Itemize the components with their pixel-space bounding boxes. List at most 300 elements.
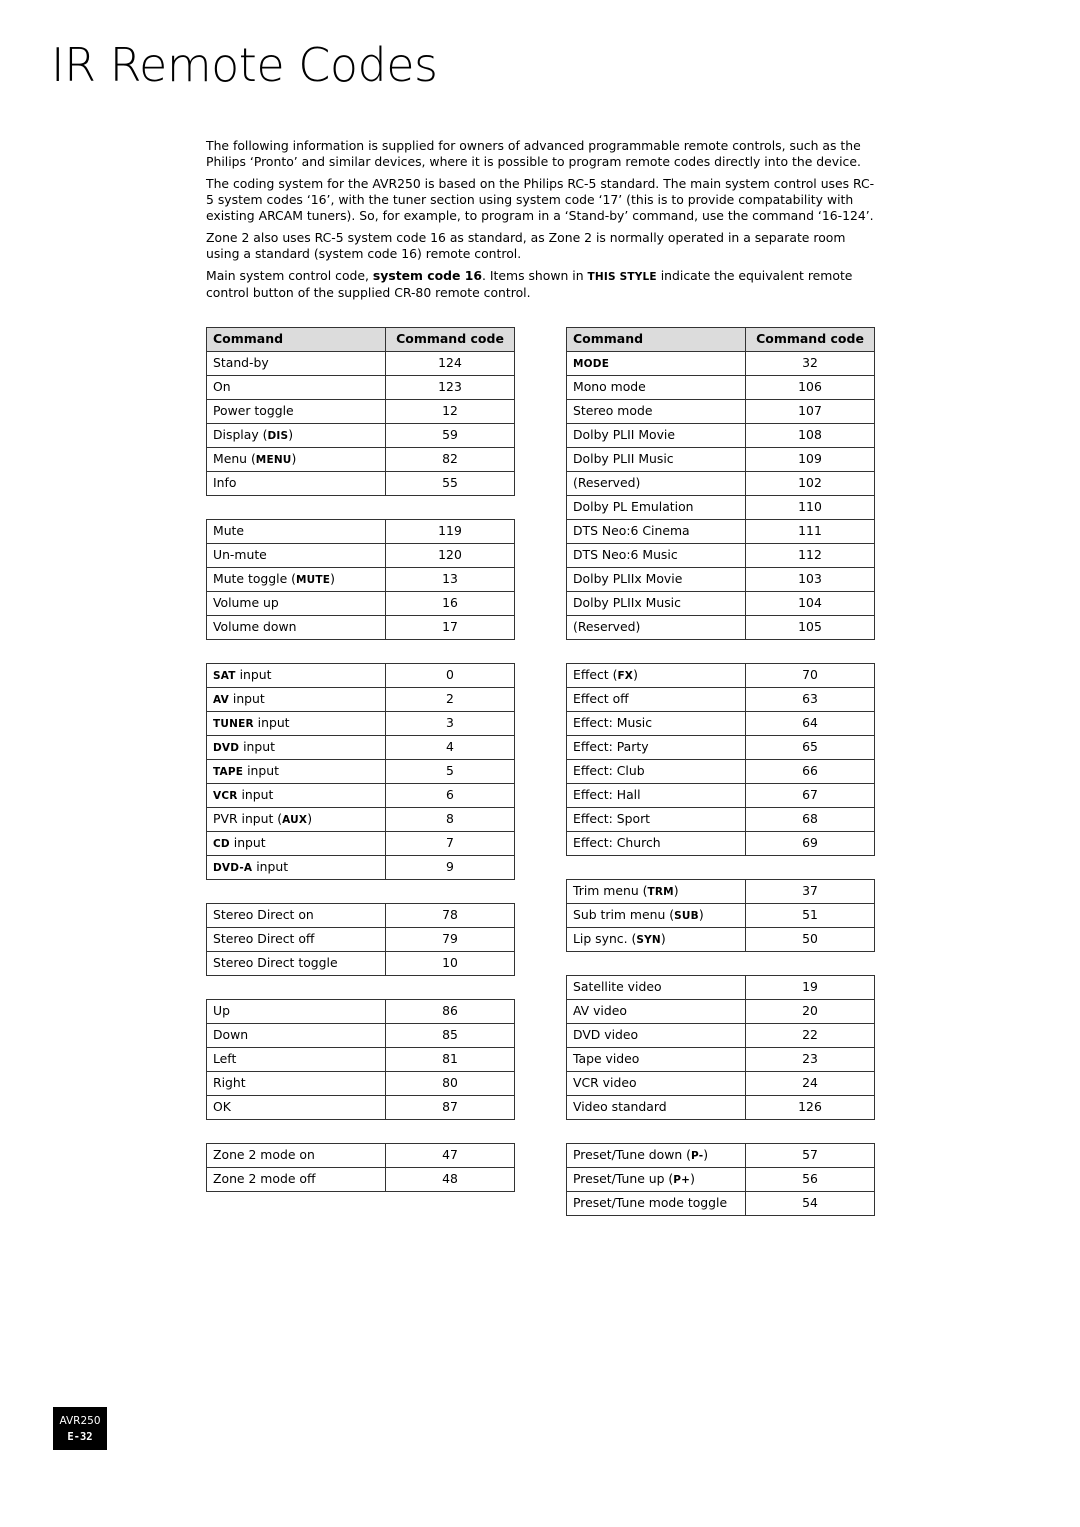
command-code-cell: 48 (386, 1168, 515, 1192)
command-cell (207, 928, 386, 952)
command-code-cell: 81 (386, 1048, 515, 1072)
model-name: AVR250 (59, 1415, 101, 1427)
command-label: Menu ( (213, 451, 256, 467)
command-code-cell: 56 (746, 1168, 875, 1192)
command-label: Preset/Tune up ( (573, 1171, 674, 1187)
intro-paragraph: The coding system for the AVR250 is based on the Philips RC-5 standard. The main system control uses RC-5 system codes ‘16’, with the tuner section using system code ‘17’ (this is to provide compatability with existing ARCAM tuners). So, for example, to program in a ‘Stand-by’ command, use the command ‘16-124’. (206, 175, 875, 224)
remote-button-key: DVD-A (213, 862, 253, 875)
remote-button-key: TUNER (213, 718, 254, 731)
table-spacer-row (567, 1120, 875, 1144)
command-cell (567, 928, 746, 952)
command-cell (207, 400, 386, 424)
command-cell (567, 1168, 746, 1192)
command-code-cell: 78 (386, 904, 515, 928)
spacer-cell (207, 496, 386, 520)
command-cell (567, 616, 746, 640)
table-row (567, 928, 875, 952)
command-label: Zone 2 mode off (213, 1171, 316, 1187)
command-cell (207, 592, 386, 616)
command-code-cell: 80 (386, 1072, 515, 1096)
command-label-suffix: ) (690, 1171, 696, 1187)
spacer-cell (386, 880, 515, 904)
command-label-suffix: input (239, 739, 275, 755)
remote-button-key: DVD (213, 742, 240, 755)
remote-button-key: SAT (213, 670, 236, 683)
command-column-header: Command (207, 328, 386, 352)
table-row (567, 544, 875, 568)
command-cell (567, 376, 746, 400)
command-code-cell: 2 (386, 688, 515, 712)
table-row (567, 568, 875, 592)
spacer-cell (746, 856, 875, 880)
command-label: Stereo Direct off (213, 931, 315, 947)
table-row (567, 832, 875, 856)
command-code-cell: 37 (746, 880, 875, 904)
intro-text (206, 138, 878, 307)
command-label: Effect off (573, 691, 629, 707)
command-cell (207, 856, 386, 880)
left-command-table (206, 327, 515, 1192)
command-code-cell: 0 (386, 664, 515, 688)
remote-button-key: MUTE (295, 574, 331, 587)
command-code-cell: 86 (386, 1000, 515, 1024)
command-cell (567, 592, 746, 616)
right-command-table (566, 327, 875, 1216)
command-label: Dolby PL Emulation (573, 499, 694, 515)
command-label: Dolby PLII Music (573, 451, 674, 467)
command-code-cell: 64 (746, 712, 875, 736)
remote-button-key: TAPE (213, 766, 244, 779)
command-cell (567, 712, 746, 736)
command-cell (567, 1192, 746, 1216)
command-cell (567, 1024, 746, 1048)
command-label: Mono mode (573, 379, 646, 395)
command-cell (567, 448, 746, 472)
command-cell (207, 352, 386, 376)
command-cell (207, 544, 386, 568)
command-label-suffix: ) (703, 1147, 709, 1163)
command-cell (207, 1000, 386, 1024)
command-code-cell: 12 (386, 400, 515, 424)
remote-button-key: TRM (647, 886, 674, 899)
command-label: AV video (573, 1003, 627, 1019)
page-title: IR Remote Codes (51, 38, 438, 92)
command-code-cell: 110 (746, 496, 875, 520)
command-label-suffix: input (252, 859, 289, 875)
table-row (567, 496, 875, 520)
command-cell (567, 544, 746, 568)
command-label: Effect ( (573, 667, 618, 683)
table-row (567, 1144, 875, 1168)
command-label-suffix: input (243, 763, 279, 779)
command-label-suffix: ) (291, 451, 297, 467)
table-row (207, 736, 515, 760)
command-cell (207, 952, 386, 976)
command-code-cell: 65 (746, 736, 875, 760)
command-label-suffix: input (228, 691, 265, 707)
command-code-cell: 102 (746, 472, 875, 496)
command-label-suffix: ) (660, 931, 666, 947)
command-cell (567, 832, 746, 856)
command-cell (207, 784, 386, 808)
command-label: On (213, 379, 231, 395)
command-label: OK (213, 1099, 231, 1115)
command-label: DTS Neo:6 Music (573, 547, 678, 563)
command-cell (567, 424, 746, 448)
command-code-cell: 79 (386, 928, 515, 952)
remote-button-key: SUB (674, 910, 699, 923)
spacer-cell (567, 856, 746, 880)
table-row (567, 976, 875, 1000)
command-label: Video standard (573, 1099, 667, 1115)
table-row (207, 856, 515, 880)
command-label: Tape video (573, 1051, 640, 1067)
spacer-cell (207, 976, 386, 1000)
command-label: Sub trim menu ( (573, 907, 675, 923)
table-spacer-row (207, 496, 515, 520)
system-code-emphasis: system code 16 (372, 267, 482, 283)
command-code-cell: 17 (386, 616, 515, 640)
command-label: Dolby PLIIx Movie (573, 571, 683, 587)
table-row (207, 832, 515, 856)
command-code-cell: 50 (746, 928, 875, 952)
command-code-cell: 22 (746, 1024, 875, 1048)
table-row (207, 1096, 515, 1120)
table-row (567, 448, 875, 472)
left-command-column (206, 327, 515, 1192)
command-label-suffix: ) (633, 667, 638, 683)
command-label: Down (213, 1027, 249, 1043)
command-label: Volume up (213, 595, 279, 611)
table-row (207, 712, 515, 736)
intro-text-run: . Items shown in (481, 267, 588, 283)
table-row (567, 376, 875, 400)
command-cell (207, 472, 386, 496)
command-label: Mute toggle ( (213, 571, 296, 587)
table-row (567, 592, 875, 616)
command-cell (567, 1048, 746, 1072)
command-code-cell: 55 (386, 472, 515, 496)
table-row (567, 520, 875, 544)
table-row (207, 544, 515, 568)
spacer-cell (567, 640, 746, 664)
table-row (567, 784, 875, 808)
table-spacer-row (567, 856, 875, 880)
table-row (207, 1024, 515, 1048)
command-label: Up (213, 1003, 230, 1019)
command-code-cell: 13 (386, 568, 515, 592)
remote-button-key: SYN (636, 934, 661, 947)
command-label-suffix: input (237, 787, 274, 803)
command-label-suffix: ) (673, 883, 679, 899)
table-row (567, 808, 875, 832)
code-column-header: Command code (746, 328, 875, 352)
command-code-cell: 6 (386, 784, 515, 808)
command-cell (207, 520, 386, 544)
command-code-cell: 106 (746, 376, 875, 400)
command-label: Un-mute (213, 547, 267, 563)
command-code-cell: 57 (746, 1144, 875, 1168)
table-row (207, 520, 515, 544)
command-code-cell: 67 (746, 784, 875, 808)
command-label-suffix: input (253, 715, 290, 731)
remote-button-key: AV (213, 694, 229, 707)
command-code-cell: 68 (746, 808, 875, 832)
right-command-column (566, 327, 875, 1216)
command-cell (567, 688, 746, 712)
table-row (207, 1168, 515, 1192)
command-label: VCR video (573, 1075, 637, 1091)
command-label: (Reserved) (573, 619, 641, 635)
table-row (567, 1000, 875, 1024)
command-label: Dolby PLIIx Music (573, 595, 681, 611)
command-code-cell: 111 (746, 520, 875, 544)
command-code-cell: 124 (386, 352, 515, 376)
table-row (207, 1048, 515, 1072)
table-row (567, 712, 875, 736)
intro-text-run: indicate the equivalent remote control button of the supplied CR-80 remote control. (206, 267, 853, 301)
table-row (207, 352, 515, 376)
remote-button-key: DIS (267, 430, 289, 443)
table-spacer-row (567, 640, 875, 664)
command-label: Lip sync. ( (573, 931, 637, 947)
table-row (207, 760, 515, 784)
table-row (567, 472, 875, 496)
spacer-cell (746, 640, 875, 664)
command-label: PVR input ( (213, 811, 283, 827)
remote-button-key: MODE (573, 358, 610, 371)
command-cell (567, 1000, 746, 1024)
table-row (207, 592, 515, 616)
command-cell (207, 736, 386, 760)
command-cell (207, 568, 386, 592)
command-code-cell: 123 (386, 376, 515, 400)
command-cell (207, 1096, 386, 1120)
table-row (207, 928, 515, 952)
command-label: Mute (213, 523, 245, 539)
table-row (207, 688, 515, 712)
command-cell (567, 760, 746, 784)
remote-button-key: FX (617, 670, 634, 683)
table-row (567, 1168, 875, 1192)
table-row (207, 448, 515, 472)
command-code-cell: 5 (386, 760, 515, 784)
command-code-cell: 4 (386, 736, 515, 760)
intro-paragraph (206, 268, 878, 301)
command-cell (567, 1072, 746, 1096)
command-code-cell: 87 (386, 1096, 515, 1120)
command-label: Stereo mode (573, 403, 653, 419)
table-row (207, 424, 515, 448)
command-cell (207, 1072, 386, 1096)
spacer-cell (746, 1120, 875, 1144)
table-row (567, 352, 875, 376)
command-cell (207, 1144, 386, 1168)
intro-paragraph: The following information is supplied for owners of advanced programmable remote controls, such as the Philips ‘Pronto’ and similar devices, where it is possible to program remote codes directly into the device. (206, 138, 861, 170)
command-label-suffix: ) (288, 427, 294, 443)
command-code-cell: 103 (746, 568, 875, 592)
command-cell (567, 352, 746, 376)
command-label-suffix: input (229, 835, 266, 851)
table-row (207, 784, 515, 808)
spacer-cell (386, 496, 515, 520)
command-cell (567, 1144, 746, 1168)
command-code-cell: 105 (746, 616, 875, 640)
table-row (207, 400, 515, 424)
table-header-row (567, 328, 875, 352)
command-column-header: Command (567, 328, 746, 352)
command-code-cell: 70 (746, 664, 875, 688)
command-cell (567, 784, 746, 808)
table-row (207, 664, 515, 688)
spacer-cell (207, 880, 386, 904)
table-row (567, 1096, 875, 1120)
table-row (207, 952, 515, 976)
command-cell (207, 904, 386, 928)
table-row (567, 760, 875, 784)
intro-paragraph: Zone 2 also uses RC-5 system code 16 as standard, as Zone 2 is normally operated in a separate room using a standard (system code 16) remote control. (206, 230, 846, 262)
table-row (207, 1144, 515, 1168)
table-row (207, 472, 515, 496)
command-code-cell: 9 (386, 856, 515, 880)
command-cell (567, 400, 746, 424)
command-label: Info (213, 475, 237, 491)
remote-button-key: AUX (282, 814, 308, 827)
command-cell (567, 880, 746, 904)
command-label-suffix: ) (698, 907, 704, 923)
command-code-cell: 85 (386, 1024, 515, 1048)
table-spacer-row (207, 976, 515, 1000)
spacer-cell (386, 640, 515, 664)
spacer-cell (386, 1120, 515, 1144)
table-row (207, 568, 515, 592)
command-cell (207, 688, 386, 712)
command-label: Stereo Direct toggle (213, 955, 338, 971)
table-row (567, 616, 875, 640)
command-label: Effect: Hall (573, 787, 641, 803)
table-row (567, 688, 875, 712)
command-cell (567, 976, 746, 1000)
command-label: Zone 2 mode on (213, 1147, 315, 1163)
command-cell (567, 664, 746, 688)
command-cell (207, 760, 386, 784)
code-column-header: Command code (386, 328, 515, 352)
command-cell (567, 736, 746, 760)
table-row (567, 904, 875, 928)
command-label: Stereo Direct on (213, 907, 314, 923)
command-label-suffix: ) (330, 571, 335, 587)
command-label: Effect: Music (573, 715, 653, 731)
command-cell (567, 520, 746, 544)
command-label: Preset/Tune mode toggle (573, 1195, 728, 1211)
table-spacer-row (567, 952, 875, 976)
command-cell (567, 472, 746, 496)
command-cell (207, 1024, 386, 1048)
command-code-cell: 51 (746, 904, 875, 928)
spacer-cell (386, 976, 515, 1000)
command-cell (207, 1168, 386, 1192)
command-cell (207, 832, 386, 856)
command-cell (207, 664, 386, 688)
spacer-cell (567, 952, 746, 976)
table-row (207, 616, 515, 640)
command-code-cell: 69 (746, 832, 875, 856)
command-code-cell: 108 (746, 424, 875, 448)
command-code-cell: 54 (746, 1192, 875, 1216)
command-label: Display ( (213, 427, 268, 443)
remote-button-key: P- (690, 1150, 704, 1163)
command-code-cell: 32 (746, 352, 875, 376)
command-code-cell: 126 (746, 1096, 875, 1120)
command-label-suffix: input (235, 667, 272, 683)
table-header-row (207, 328, 515, 352)
table-row (567, 1048, 875, 1072)
remote-button-key: VCR (213, 790, 238, 803)
command-code-cell: 3 (386, 712, 515, 736)
command-code-cell: 23 (746, 1048, 875, 1072)
command-cell (567, 808, 746, 832)
command-code-cell: 63 (746, 688, 875, 712)
command-cell (207, 616, 386, 640)
table-row (207, 904, 515, 928)
command-label: Effect: Club (573, 763, 645, 779)
table-row (567, 1192, 875, 1216)
table-spacer-row (207, 640, 515, 664)
table-row (567, 664, 875, 688)
command-code-cell: 7 (386, 832, 515, 856)
command-code-cell: 47 (386, 1144, 515, 1168)
command-cell (567, 568, 746, 592)
command-cell (207, 448, 386, 472)
page-number: E-32 (67, 1431, 93, 1443)
spacer-cell (746, 952, 875, 976)
table-row (567, 736, 875, 760)
spacer-cell (207, 1120, 386, 1144)
remote-button-key: P+ (673, 1174, 691, 1187)
command-label: Trim menu ( (573, 883, 648, 899)
command-code-cell: 16 (386, 592, 515, 616)
command-label: Left (213, 1051, 237, 1067)
spacer-cell (567, 1120, 746, 1144)
table-row (207, 376, 515, 400)
command-code-cell: 8 (386, 808, 515, 832)
command-code-cell: 107 (746, 400, 875, 424)
command-cell (567, 1096, 746, 1120)
command-code-cell: 104 (746, 592, 875, 616)
command-label: Effect: Party (573, 739, 649, 755)
command-label: DVD video (573, 1027, 639, 1043)
spacer-cell (207, 640, 386, 664)
command-code-cell: 19 (746, 976, 875, 1000)
command-label-suffix: ) (307, 811, 313, 827)
table-row (567, 1024, 875, 1048)
command-cell (207, 376, 386, 400)
command-label: Power toggle (213, 403, 294, 419)
command-cell (207, 1048, 386, 1072)
command-label: DTS Neo:6 Cinema (573, 523, 690, 539)
table-row (207, 1000, 515, 1024)
command-cell (207, 712, 386, 736)
command-code-cell: 120 (386, 544, 515, 568)
command-code-cell: 20 (746, 1000, 875, 1024)
command-code-cell: 10 (386, 952, 515, 976)
command-cell (567, 904, 746, 928)
table-row (567, 400, 875, 424)
table-spacer-row (207, 1120, 515, 1144)
command-cell (567, 496, 746, 520)
intro-text-run: Main system control code, (206, 267, 373, 283)
command-label: Effect: Church (573, 835, 661, 851)
